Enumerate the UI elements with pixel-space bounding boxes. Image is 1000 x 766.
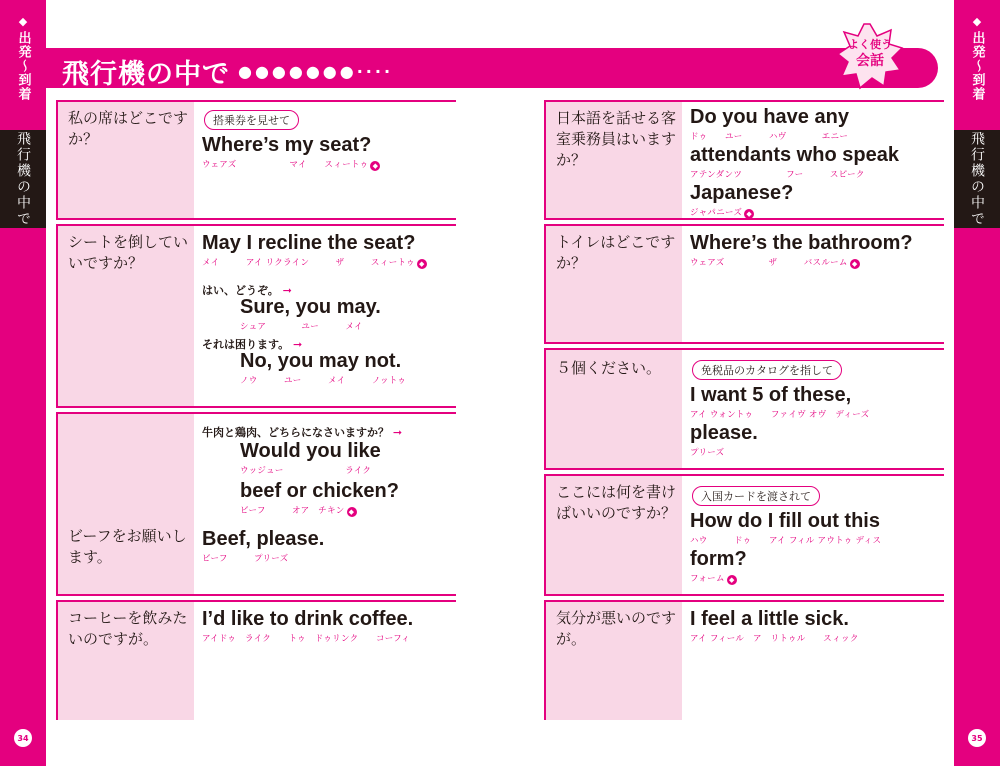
english-phrase: I want 5 of these, (690, 384, 852, 406)
arrow-right-icon: ➞ (282, 284, 292, 297)
pronunciation: メイ アイ リクライン ザ スィートゥ ◆ (202, 256, 427, 269)
english-phrase: I’d like to drink coffee. (202, 608, 414, 630)
diamond-icon: ◆ (972, 15, 982, 28)
phrase-card (544, 224, 944, 344)
title-text: 飛行機の中で (62, 59, 230, 90)
audio-icon[interactable]: ◆ (727, 575, 737, 585)
pronunciation: ウェアズ ザ バスルーム ◆ (690, 256, 860, 269)
phrase-card (544, 348, 944, 470)
english-phrase: Where’s the bathroom? (690, 232, 913, 254)
pronunciation: アイ フィール ア リトゥル スィック (690, 634, 859, 644)
pronunciation: ウェアズ マイ スィートゥ ◆ (202, 158, 380, 171)
reply-phrase: No, you may not. (240, 350, 402, 372)
phrase-card (544, 474, 944, 596)
japanese-question: 日本語を話せる客室乗務員はいますか？ (544, 102, 682, 218)
title-dots: ●●●●●●●···· (238, 62, 394, 81)
english-answer (202, 102, 456, 218)
english-phrase: form? (690, 548, 747, 570)
prompt-phrase: Would you like (240, 440, 381, 462)
english-answer (202, 226, 456, 406)
english-answer (202, 414, 456, 594)
situation-pill: 入国カードを渡されて (692, 486, 820, 506)
frequent-phrase-badge (836, 22, 904, 90)
pronunciation: ジャパニーズ ◆ (690, 206, 754, 219)
phrase-card (56, 100, 456, 220)
english-answer (690, 602, 944, 720)
japanese-question: ビーフをお願いします。 (56, 414, 194, 594)
english-phrase: Beef, please. (202, 528, 325, 550)
pronunciation: フォーム ◆ (690, 572, 737, 585)
diamond-icon: ◆ (18, 15, 28, 28)
reply-phrase: Sure, you may. (240, 296, 381, 318)
reply-label: それは困ります。 ➞ (202, 338, 303, 351)
english-phrase: Japanese? (690, 182, 794, 204)
audio-icon[interactable]: ◆ (417, 259, 427, 269)
pronunciation: アイドゥ ライク トゥ ドゥリンク コーフィ (202, 634, 411, 644)
page-number-right: 35 (968, 729, 986, 747)
japanese-question: コーヒーを飲みたいのですが。 (56, 602, 194, 720)
pronunciation: アテンダンツ フー スピーク (690, 170, 865, 180)
phrase-card (56, 600, 456, 720)
japanese-question: 気分が悪いのですが。 (544, 602, 682, 720)
japanese-question: トイレはどこですか？ (544, 226, 682, 342)
japanese-question: ５個ください。 (544, 350, 682, 468)
prompt-label: 牛肉と鶏肉、どちらになさいますか？ ➞ (202, 426, 403, 439)
prompt-phrase: beef or chicken? (240, 480, 399, 502)
english-phrase: attendants who speak (690, 144, 899, 166)
badge-line1: よく使う (848, 38, 892, 51)
english-answer (690, 226, 944, 342)
phrase-card (544, 600, 944, 720)
pronunciation: ハウ ドゥ アイ フィル アウトゥ ディス (690, 536, 882, 546)
left-side-tab (0, 0, 46, 766)
reply-label: はい、どうぞ。 ➞ (202, 284, 292, 297)
pronunciation: ドゥ ユー ハヴ エニー (690, 132, 849, 142)
chapter-text: 出発～到着 (15, 31, 31, 101)
english-phrase: Do you have any (690, 106, 849, 128)
phrase-card (544, 100, 944, 220)
arrow-right-icon: ➞ (392, 426, 403, 439)
english-phrase: I feel a little sick. (690, 608, 849, 630)
english-phrase: Where’s my seat? (202, 134, 372, 156)
badge-line2: 会話 (856, 53, 884, 69)
right-side-tab (954, 0, 1000, 766)
english-phrase: How do I fill out this (690, 510, 880, 532)
chapter-label (954, 14, 1000, 101)
japanese-question: シートを倒していいですか？ (56, 226, 194, 406)
japanese-question: ここには何を書けばいいのですか？ (544, 476, 682, 594)
audio-icon[interactable]: ◆ (370, 161, 380, 171)
english-phrase: May I recline the seat? (202, 232, 416, 254)
pronunciation: プリーズ (690, 448, 725, 458)
pronunciation: アイ ウォントゥ ファイヴ オヴ ディーズ (690, 410, 870, 420)
chapter-text: 出発～到着 (969, 31, 985, 101)
english-answer (690, 350, 944, 468)
section-label (954, 130, 1000, 228)
prompt-pronunciation: ビーフ オア チキン ◆ (240, 504, 357, 517)
phrase-card (56, 224, 456, 408)
section-label (0, 130, 46, 228)
english-answer (690, 476, 944, 594)
english-answer (690, 102, 944, 218)
reply-pronunciation: シュア ユー メイ (240, 322, 363, 332)
audio-icon[interactable]: ◆ (850, 259, 860, 269)
section-text: 飛行機の中で (969, 131, 985, 227)
situation-pill: 搭乗券を見せて (204, 110, 299, 130)
audio-icon[interactable]: ◆ (347, 507, 357, 517)
page-number-left: 34 (14, 729, 32, 747)
section-text: 飛行機の中で (15, 131, 31, 227)
japanese-question: 私の席はどこですか？ (56, 102, 194, 218)
audio-icon[interactable]: ◆ (744, 209, 754, 219)
page-title (62, 52, 393, 91)
arrow-right-icon: ➞ (292, 338, 303, 351)
english-answer (202, 602, 456, 720)
situation-pill: 免税品のカタログを指して (692, 360, 842, 380)
english-phrase: please. (690, 422, 758, 444)
prompt-pronunciation: ウッジュー ライク (240, 466, 372, 476)
pronunciation: ビーフ プリーズ (202, 554, 289, 564)
phrase-card (56, 412, 456, 596)
reply-pronunciation: ノウ ユー メイ ノットゥ (240, 376, 407, 386)
chapter-label (0, 14, 46, 101)
